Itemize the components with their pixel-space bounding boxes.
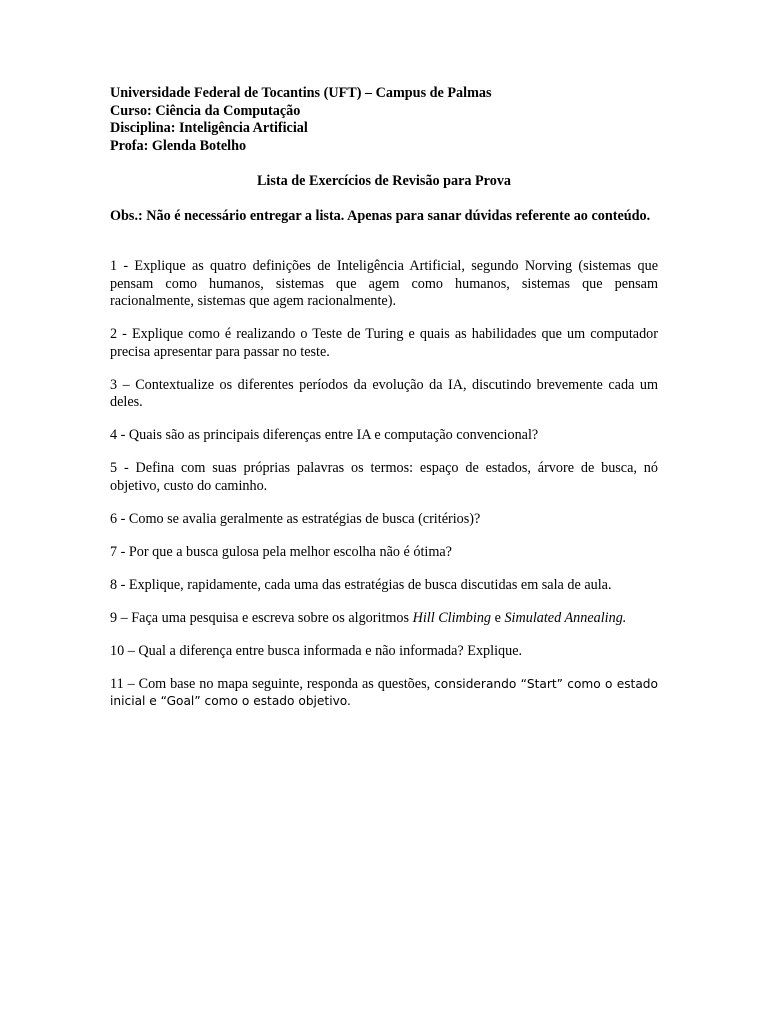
professor-line: Profa: Glenda Botelho [110, 137, 247, 154]
question-2: 2 - Explique como é realizando o Teste de Turing e quais as habilidades que um computador precisa apresentar para passar no teste. [110, 326, 658, 360]
question-10: 10 – Qual a diferença entre busca informada e não informada? Explique. [110, 642, 523, 659]
document-header [110, 85, 658, 155]
university-line: Universidade Federal de Tocantins (UFT) – Campus de Palmas [110, 85, 492, 101]
question-9 [110, 610, 658, 628]
question-9-prefix: 9 – Faça uma pesquisa e escreva sobre os algoritmos [110, 609, 413, 626]
question-4: 4 - Quais são as principais diferenças entre IA e computação convencional? [110, 427, 539, 443]
question-11-rest: considerando “Start” como o estado inicial e “Goal” como o estado objetivo. [110, 676, 659, 708]
observation-note: Obs.: Não é necessário entregar a lista. Apenas para sanar dúvidas referente ao conteúdo. [110, 207, 651, 224]
question-11 [110, 676, 658, 711]
question-9-conjunction: e [491, 609, 505, 626]
document-title: Lista de Exercícios de Revisão para Prova [256, 173, 512, 189]
discipline-line: Disciplina: Inteligência Artificial [110, 120, 308, 136]
question-5: 5 - Defina com suas próprias palavras os termos: espaço de estados, árvore de busca, nó objetivo, custo do caminho. [110, 460, 658, 494]
document-page [110, 85, 658, 726]
question-3: 3 – Contextualize os diferentes períodos da evolução da IA, discutindo brevemente cada um deles. [110, 376, 658, 410]
question-6: 6 - Como se avalia geralmente as estratégias de busca (critérios)? [110, 510, 481, 527]
course-line: Curso: Ciência da Computação [110, 102, 301, 119]
question-1: 1 - Explique as quatro definições de Inteligência Artificial, segundo Norving (sistemas que pensam como humanos, sistemas que agem como humanos, sistemas que pensam racionalmente, sistemas que agem racionalmente). [110, 258, 658, 309]
question-11-prefix: 11 – Com base no mapa seguinte, responda as questões, [110, 675, 435, 692]
question-9-term-simulated-annealing: Simulated Annealing. [504, 609, 627, 626]
question-7: 7 - Por que a busca gulosa pela melhor escolha não é ótima? [110, 543, 452, 560]
question-list [110, 258, 658, 711]
question-9-term-hill-climbing: Hill Climbing [412, 609, 492, 626]
question-8: 8 - Explique, rapidamente, cada uma das estratégias de busca discutidas em sala de aula. [110, 576, 612, 593]
